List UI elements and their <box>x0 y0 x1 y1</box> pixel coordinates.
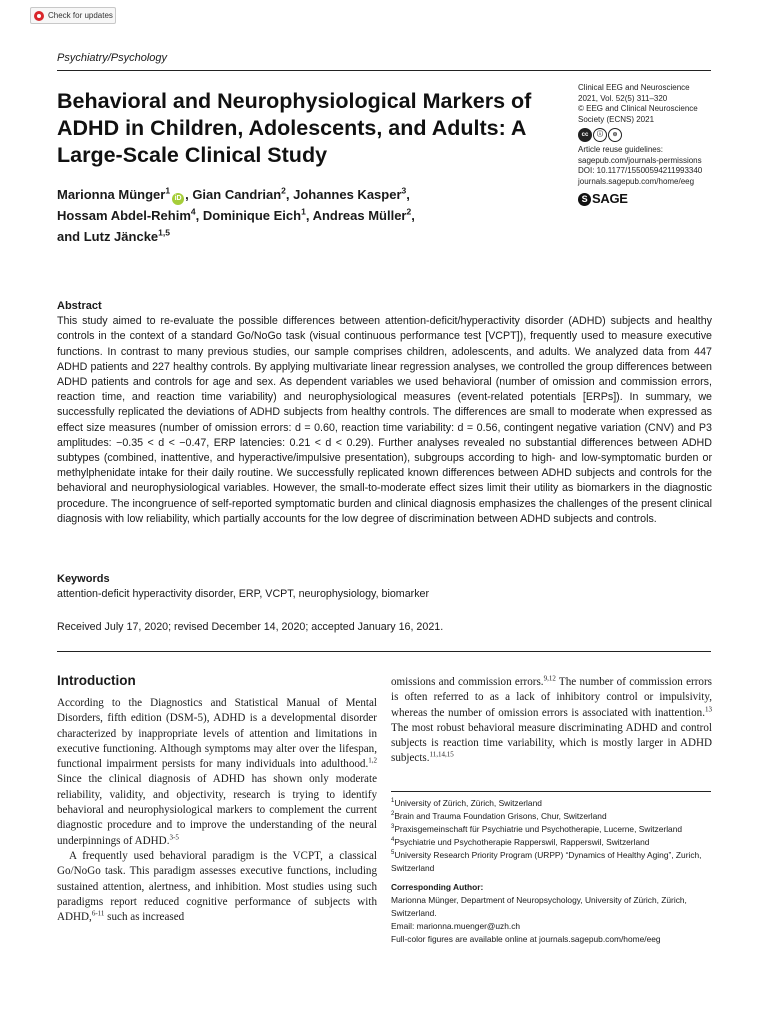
affiliation-text: Psychiatrie und Psychotherapie Rapperswil, Rapperswil, Switzerland <box>394 837 650 847</box>
affiliation-text: University Research Priority Program (URPP) “Dynamics of Healthy Aging”, Zurich, Switzerland <box>391 850 702 873</box>
affiliation-sup: 5 <box>391 850 395 857</box>
affiliation-text: University of Zürich, Zürich, Switzerland <box>394 798 542 808</box>
creative-commons-icon <box>578 128 622 142</box>
author-affiliation-sup: 1 <box>301 206 306 217</box>
affiliation-item <box>391 823 716 836</box>
corresponding-author-email[interactable]: Email: marionna.muenger@uzh.ch <box>391 921 521 931</box>
affiliation-item <box>391 849 716 875</box>
journal-copyright: © EEG and Clinical Neuroscience <box>578 104 698 113</box>
intro-paragraph-1 <box>57 696 377 849</box>
reuse-link[interactable]: sagepub.com/journals-permissions <box>578 155 702 165</box>
citation-ref[interactable]: 1,2 <box>368 756 377 765</box>
article-title: Behavioral and Neurophysiological Markers of ADHD in Children, Adolescents, and Adults: A Large-Scale Clinical Study <box>57 89 532 167</box>
abstract-section <box>57 299 712 527</box>
citation-ref[interactable]: 6-11 <box>91 909 105 918</box>
citation-ref[interactable]: 13 <box>705 704 712 713</box>
check-for-updates-button[interactable] <box>30 7 116 24</box>
check-updates-label: Check for updates <box>48 11 113 20</box>
received-dates: Received July 17, 2020; revised December 14, 2020; accepted January 16, 2021. <box>57 621 444 633</box>
author-name[interactable]: Johannes Kasper <box>293 187 402 202</box>
check-updates-icon <box>34 11 44 21</box>
author-name[interactable]: Hossam Abdel-Rehim <box>57 208 191 223</box>
author-name[interactable]: Andreas Müller <box>312 208 407 223</box>
corresponding-author-heading: Corresponding Author: <box>391 882 484 892</box>
footnote-divider <box>391 791 711 792</box>
paragraph-text: According to the Diagnostics and Statistical Manual of Mental Disorders, fifth edition (DSM-5), ADHD is a developmental disorder characterized by inappropriate levels of attention and limitations in executive functioning. Although symptoms may alter over the lifespan, functional impairment persists for many individuals into adulthood. <box>57 697 377 771</box>
keywords-section <box>57 572 712 602</box>
journal-home-link[interactable]: journals.sagepub.com/home/eeg <box>578 176 695 186</box>
paragraph-text: such as increased <box>104 911 185 924</box>
left-column <box>57 673 377 925</box>
keywords-heading: Keywords <box>57 573 110 585</box>
abstract-text: This study aimed to re-evaluate the possible differences between attention-deficit/hyperactivity disorder (ADHD) subjects and healthy controls in the context of a standard Go/NoGo task (visual continuous performance test [VCPT]), frequently used to measure executive functions. In contrast to many previous studies, our sample comprises children, adolescents, and adults. We analyzed data from 447 ADHD patients and 227 healthy controls. By applying multivariate linear regression analyses, we controlled the group differences between ADHD patients and controls for age and sex. As dependent variables we used behavioral (number of omission and commission errors, reaction time, and reaction time variability) and neurophysiological measures (event-related potentials [ERPs]). In summary, we successfully replicated the deviations of ADHD subjects from healthy controls. The differences are small to moderate when expressed as effect size measures (number of omission errors: d = 0.60, reaction time variability: d = 0.56, contingent negative variation (CNV) and P3 amplitudes: −0.35 < d < −0.47, ERP latencies: 0.21 < d < 0.29). Further analyses revealed no substantial differences between ADHD subtypes (combined, inattentive, and hyperactive/impulsive presentation), subgroups according to high- and low-symptomatic burden or methylphenidate intake for their daily routine. We successfully replicated known differences between ADHD subjects and controls for the behavioral and neurophysiological variables. However, the small-to-moderate effect sizes limit their utility as biomarkers in the diagnostic procedure. The incongruence of self-reported symptomatic burden and clinical diagnosis emphasizes the challenges of the present clinical diagnosis with low reliability, which partially accounts for the low degree of discrimination between ADHD subjects and controls. <box>57 315 712 525</box>
cc-by-icon: ⓘ <box>593 128 607 142</box>
journal-volume: 2021, Vol. 52(5) 311–320 <box>578 93 668 103</box>
article-category: Psychiatry/Psychology <box>57 52 168 64</box>
corresponding-author-address: Marionna Münger, Department of Neuropsychology, University of Zürich, Zürich, Switzerland. <box>391 895 687 918</box>
affiliation-item <box>391 836 716 849</box>
affiliation-sup: 1 <box>391 798 395 805</box>
right-column <box>391 675 712 767</box>
header-divider <box>57 70 711 71</box>
journal-society: Society (ECNS) 2021 <box>578 114 655 124</box>
keywords-text: attention-deficit hyperactivity disorder, ERP, VCPT, neurophysiology, biomarker <box>57 588 430 600</box>
paragraph-text: Since the clinical diagnosis of ADHD has shown only moderate reliability, validity, and objectivity, research is trying to identify behavioral and neurophysiological markers to complement the current diagnostic procedure and to improve the understanding of the neural underpinnings of ADHD. <box>57 773 377 847</box>
citation-ref[interactable]: 9,12 <box>543 674 556 683</box>
affiliation-sup: 2 <box>391 811 395 818</box>
intro-paragraph-2 <box>57 849 377 925</box>
affiliation-item <box>391 797 716 810</box>
affiliation-sup: 3 <box>391 824 395 831</box>
author-affiliation-sup: 4 <box>190 206 196 217</box>
author-name[interactable]: Dominique Eich <box>202 208 302 223</box>
author-affiliation-sup: 1 <box>165 185 171 196</box>
orcid-icon[interactable]: iD <box>172 193 184 205</box>
citation-ref[interactable]: 11,14,15 <box>429 750 454 759</box>
affiliation-text: Praxisgemeinschaft für Psychiatrie und Psychotherapie, Lucerne, Switzerland <box>394 824 683 834</box>
abstract-heading: Abstract <box>57 300 102 312</box>
paragraph-text: omissions and commission errors. <box>391 676 544 688</box>
cc-icon: cc <box>578 128 592 142</box>
author-list: Marionna Münger$^1$iD , Gian Candrian$^2$, Johannes Kasper$^3$, Hossam Abdel-Rehim$^4$, Dominique Eich$^1$, Andreas Müller$^2$, and Lutz Jäncke$^{1,5}$ <box>57 185 415 244</box>
author-name[interactable]: Gian Candrian <box>192 187 282 202</box>
cc-nc-icon: ⊜ <box>608 128 622 142</box>
affiliation-sup: 4 <box>391 837 395 844</box>
intro-paragraph-2-continued <box>391 675 712 767</box>
introduction-heading: Introduction <box>57 673 136 688</box>
reuse-label: Article reuse guidelines: <box>578 145 663 154</box>
affiliation-item <box>391 810 716 823</box>
section-divider <box>57 651 711 652</box>
paragraph-text: The number of commission errors is often referred to as a lack of inhibitory control or impulsivity, whereas the number of omission errors is associated with inattention. <box>391 676 712 719</box>
paragraph-text: The most robust behavioral measure discriminating ADHD and control subjects is reaction time variability, which is mostly larger in ADHD subjects. <box>391 721 712 765</box>
journal-name: Clinical EEG and Neuroscience <box>578 83 690 92</box>
doi[interactable]: DOI: 10.1177/15500594211993340 <box>578 166 703 175</box>
paragraph-text: A frequently used behavioral paradigm is the VCPT, a classical Go/NoGo task. This paradigm assesses executive functions, including sustained attention, alertness, and inhibition. Most studies using such paradigms report reduced cognitive performance of subjects with ADHD, <box>57 849 377 924</box>
author-affiliation-sup: 1,5 <box>158 227 170 238</box>
affiliation-text: Brain and Trauma Foundation Grisons, Chur, Switzerland <box>394 811 607 821</box>
author-affiliation-sup: 3 <box>401 185 407 196</box>
full-color-note: Full-color figures are available online at journals.sagepub.com/home/eeg <box>391 934 661 944</box>
publisher-name: SAGE <box>592 191 628 207</box>
author-name[interactable]: Lutz Jäncke <box>83 229 159 244</box>
sage-logo-icon: S <box>578 193 591 206</box>
author-affiliation-sup: 2 <box>281 185 286 196</box>
footnotes <box>391 797 716 946</box>
author-name[interactable]: Marionna Münger <box>57 187 166 202</box>
citation-ref[interactable]: 3-5 <box>169 832 179 841</box>
author-affiliation-sup: 2 <box>406 206 412 217</box>
